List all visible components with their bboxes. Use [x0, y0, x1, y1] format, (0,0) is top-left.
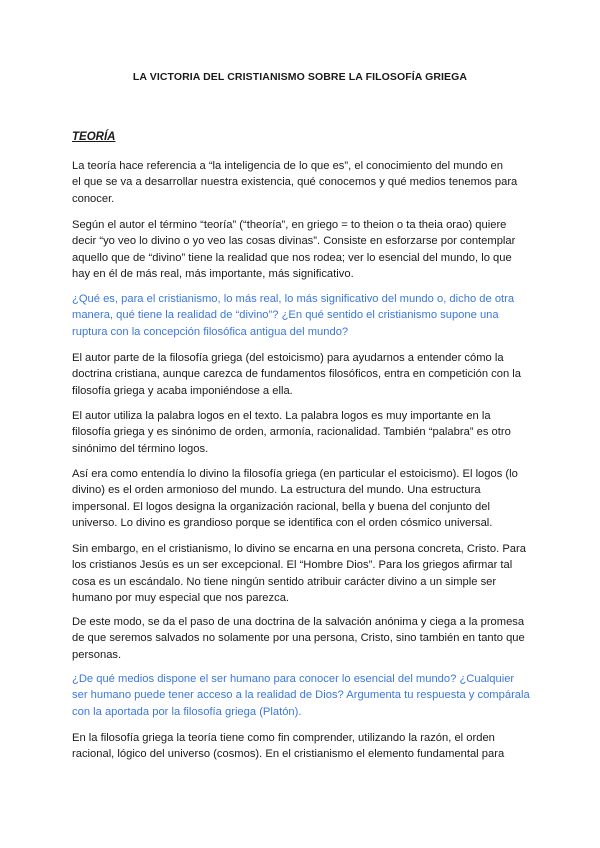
paragraph-line: racional, lógico del universo (cosmos). En el cristianismo el elemento fundamental para	[72, 748, 505, 761]
paragraph-line: personas.	[72, 648, 122, 661]
paragraph-line: Según el autor el término “teoría” (“theoría”, en griego = to theion o ta theia orao) quiere	[72, 219, 507, 231]
question-paragraph-1	[72, 291, 532, 340]
paragraph-estoicismo	[72, 350, 532, 399]
paragraph-cristianismo	[72, 541, 532, 606]
paragraph-teoria-definition	[72, 158, 532, 207]
paragraph-line: humano por muy especial que nos parezca.	[72, 591, 290, 604]
paragraph-line: aquello que de “divino” tiene la realidad que nos rodea; ver lo esencial del mundo, lo que	[72, 251, 512, 264]
question-line: con la aportada por la filosofía griega (Platón).	[72, 705, 302, 718]
paragraph-line: sinónimo del término logos.	[72, 442, 209, 455]
paragraph-line: doctrina cristiana, aunque carezca de fundamentos filosóficos, entra en competición con la	[72, 368, 522, 381]
question-paragraph-2	[72, 671, 532, 720]
paragraph-logos	[72, 408, 532, 457]
paragraph-teoria-fin	[72, 730, 532, 763]
question-line: ruptura con la concepción filosófica antigua del mundo?	[72, 325, 349, 338]
paragraph-teoria-etymology	[72, 217, 532, 282]
paragraph-line: divino) es el orden armonioso del mundo. La estructura del mundo. Una estructura	[72, 484, 481, 497]
paragraph-line: En la filosofía griega la teoría tiene como fin comprender, utilizando la razón, el orden	[72, 732, 495, 744]
paragraph-line: decir “yo veo lo divino o yo veo las cosas divinas”. Consiste en esforzarse por contemplar	[72, 235, 516, 248]
question-line: ¿Qué es, para el cristianismo, lo más real, lo más significativo del mundo o, dicho de otra	[72, 293, 515, 305]
paragraph-line: Sin embargo, en el cristianismo, lo divino se encarna en una persona concreta, Cristo. Para	[72, 543, 526, 555]
paragraph-line: conocer.	[72, 192, 115, 205]
paragraph-line: filosofía griega y es sinónimo de orden, armonía, racionalidad. También “palabra” es otro	[72, 426, 511, 439]
paragraph-line: los cristianos Jesús es un ser excepcional. El “Hombre Dios”. Para los griegos afirmar tal	[72, 559, 513, 572]
paragraph-line: impersonal. El logos designa la organización racional, bella y buena del conjunto del	[72, 500, 490, 513]
document-title: LA VICTORIA DEL CRISTIANISMO SOBRE LA FILOSOFÍA GRIEGA	[132, 71, 468, 83]
question-line: ser humano puede tener acceso a la realidad de Dios? Argumenta tu respuesta y compárala	[72, 689, 530, 702]
paragraph-line: filosofía griega y acaba imponiéndose a ella.	[72, 384, 293, 397]
paragraph-line: hay en él de más real, más importante, más significativo.	[72, 267, 354, 280]
paragraph-line: el que se va a desarrollar nuestra existencia, qué conocemos y qué medios tenemos para	[72, 176, 518, 189]
paragraph-line: Así era como entendía lo divino la filosofía griega (en particular el estoicismo). El logos (lo	[72, 468, 518, 480]
question-line: ¿De qué medios dispone el ser humano para conocer lo esencial del mundo? ¿Cualquier	[72, 673, 515, 685]
paragraph-divino-griego	[72, 466, 532, 531]
paragraph-line: cosa es un escándalo. No tiene ningún sentido atribuir carácter divino a un simple ser	[72, 575, 497, 588]
paragraph-salvacion	[72, 614, 532, 663]
paragraph-line: El autor utiliza la palabra logos en el texto. La palabra logos es muy importante en la	[72, 410, 491, 422]
paragraph-line: De este modo, se da el paso de una doctrina de la salvación anónima y ciega a la promesa	[72, 616, 525, 628]
paragraph-line: universo. Lo divino es grandioso porque se identifica con el orden cósmico universal.	[72, 516, 493, 529]
paragraph-line: de que seremos salvados no solamente por una persona, Cristo, sino también en tanto que	[72, 632, 525, 645]
section-heading-teoria: TEORÍA	[72, 131, 116, 143]
question-line: manera, qué tiene la realidad de “divino”? ¿En qué sentido el cristianismo supone una	[72, 309, 499, 322]
paragraph-line: La teoría hace referencia a “la inteligencia de lo que es”, el conocimiento del mundo en	[72, 160, 503, 172]
paragraph-line: El autor parte de la filosofía griega (del estoicismo) para ayudarnos a entender cómo la	[72, 352, 504, 364]
